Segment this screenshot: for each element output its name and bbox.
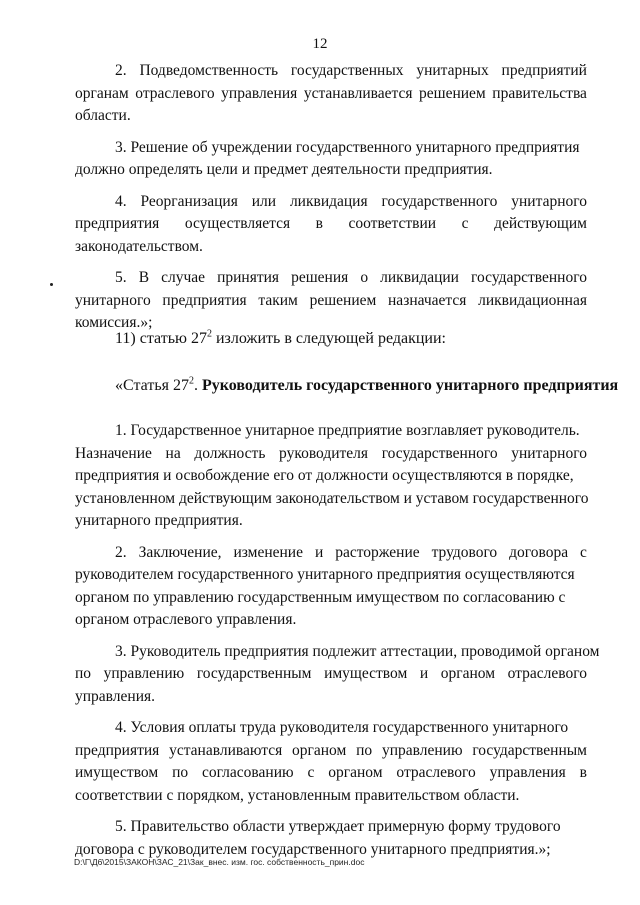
article-superscript: 2: [188, 375, 194, 387]
word: органам: [75, 84, 129, 102]
word: расторжение: [335, 543, 420, 561]
paragraph-3-line-2: должно определять цели и предмет деятельности предприятия.: [75, 161, 493, 178]
item-11-suffix: изложить в следующей редакции:: [211, 330, 446, 347]
text-block-article: [75, 420, 600, 861]
word: принятия: [217, 269, 280, 286]
article-paragraph-3-line-3: управления.: [75, 687, 155, 705]
paragraph-5: [75, 267, 587, 335]
word: или: [251, 192, 277, 210]
paragraph-5-line-3: комиссия.»;: [75, 314, 153, 331]
article-paragraph-2-line-1: [75, 542, 587, 565]
word: решением: [419, 84, 486, 102]
word: должность: [194, 444, 266, 462]
paragraph-4-line-1: [75, 191, 587, 214]
word: государственного: [381, 444, 498, 462]
word: государственных: [290, 62, 404, 79]
word: по: [75, 665, 92, 682]
word: 2.: [115, 543, 127, 561]
word: и: [419, 665, 429, 682]
word: на: [165, 444, 181, 462]
article-paragraph-2-line-4: органом отраслевого управления.: [75, 611, 297, 628]
article-paragraph-4-line-3: [75, 762, 587, 785]
word: отраслевого: [507, 665, 587, 682]
article-paragraph-1-line-1: 1. Государственное унитарное предприятие возглавляет руководитель.: [115, 422, 580, 439]
word: соответствии: [348, 215, 437, 232]
word: государственного: [381, 192, 498, 210]
word: ликвидационная: [478, 291, 587, 309]
word: управлению: [103, 665, 185, 682]
word: управлению: [381, 741, 463, 759]
word: таким: [258, 291, 298, 309]
word: государственного: [471, 269, 587, 286]
word: и: [314, 543, 324, 561]
word: в: [579, 764, 587, 781]
article-dot: .: [193, 377, 202, 394]
item-11: [75, 328, 587, 351]
word: унитарного: [511, 444, 587, 462]
text-block-top: [75, 60, 587, 335]
word: отраслевого: [396, 764, 476, 781]
word: Подведомственность: [139, 62, 279, 79]
word: с: [461, 215, 469, 232]
margin-mark: [50, 283, 53, 286]
word: управления: [489, 764, 566, 781]
paragraph-4-line-2: [75, 213, 587, 236]
paragraph-3-line-1: 3. Решение об учреждении государственного унитарного предприятия: [115, 138, 580, 156]
article-paragraph-1-line-4: установленном действующим законодательством и уставом государственного: [75, 489, 589, 507]
article-paragraph-1-line-3: предприятия и освобождение его от должности осуществляются в порядке,: [75, 467, 574, 484]
word: устанавливаются: [169, 741, 283, 759]
word: с: [580, 543, 587, 561]
word: государственным: [472, 741, 587, 759]
word: решения: [291, 269, 349, 286]
word: устанавливается: [303, 84, 413, 102]
word: согласованию: [201, 764, 294, 781]
paragraph-5-line-2: [75, 290, 587, 313]
paragraph-2-line-3: области.: [75, 107, 131, 124]
word: органом: [440, 665, 496, 682]
article-paragraph-5-line-1: 5. Правительство области утверждает примерную форму трудового: [115, 818, 561, 835]
word: предприятия: [162, 291, 247, 309]
word: о: [360, 269, 369, 286]
word: по: [172, 764, 189, 781]
page-number: 12: [312, 36, 328, 52]
word: случае: [161, 269, 206, 286]
word: имуществом: [324, 665, 408, 682]
word: унитарных: [416, 62, 489, 79]
article-paragraph-3-line-1: 3. Руководитель предприятия подлежит аттестации, проводимой органом: [115, 642, 600, 660]
word: отраслевого: [135, 84, 215, 102]
article-paragraph-4-line-1: 4. Условия оплаты труда руководителя государственного унитарного: [115, 719, 569, 736]
article-number: «Статья 27: [115, 377, 189, 394]
article-paragraph-3: [75, 641, 600, 709]
paragraph-2: [75, 60, 587, 128]
article-heading: [75, 375, 619, 398]
word: предприятия: [75, 741, 160, 759]
word: государственным: [196, 665, 312, 682]
article-paragraph-5-line-2: договора с руководителем государственного унитарного предприятия.»;: [75, 840, 551, 858]
article-paragraph-1-line-5: унитарного предприятия.: [75, 512, 243, 529]
article-paragraph-3-line-2: [75, 663, 587, 686]
word: 4.: [115, 192, 127, 210]
word: 2.: [115, 62, 127, 79]
article-paragraph-4: [75, 717, 587, 807]
word: правительства: [492, 84, 587, 102]
word: органом: [328, 764, 383, 781]
word: руководителя: [279, 444, 369, 462]
word: имуществом: [75, 764, 159, 781]
word: ликвидация: [289, 192, 368, 210]
word: ликвидации: [380, 269, 459, 286]
word: решением: [309, 291, 377, 309]
article-paragraph-4-line-2: [75, 740, 587, 763]
word: назначается: [388, 291, 467, 309]
word: Реорганизация: [140, 192, 238, 210]
word: предприятия: [75, 215, 160, 232]
word: унитарного: [511, 192, 587, 210]
word: осуществляется: [184, 215, 291, 232]
word: с: [307, 764, 315, 781]
word: В: [138, 269, 150, 286]
article-paragraph-4-line-4: соответствии с порядком, установленным правительством области.: [75, 786, 520, 804]
word: органом: [292, 741, 347, 759]
paragraph-5-line-1: [75, 267, 587, 290]
paragraph-3: [75, 137, 587, 182]
word: Заключение,: [138, 543, 222, 561]
word: трудового: [431, 543, 498, 561]
word: предприятий: [501, 62, 587, 79]
article-paragraph-1-line-2: [75, 443, 587, 466]
paragraph-2-line-2: [75, 83, 587, 106]
article-paragraph-2-line-2: руководителем государственного унитарного предприятия осуществляются: [75, 566, 575, 583]
word: действующим: [494, 215, 587, 232]
word: Назначение: [75, 444, 152, 462]
paragraph-2-line-1: [75, 60, 587, 83]
item-11-prefix: 11) статью 27: [115, 330, 207, 347]
article-title: Руководитель государственного унитарного предприятия: [201, 377, 619, 394]
paragraph-4-line-3: законодательством.: [75, 237, 203, 255]
paragraph-4: [75, 191, 587, 259]
word: договора: [509, 543, 569, 561]
word: изменение: [233, 543, 303, 561]
word: 5.: [115, 269, 127, 286]
item-11-superscript: 2: [206, 328, 212, 340]
article-paragraph-2: [75, 542, 587, 632]
article-paragraph-2-line-3: органом по управлению государственным имуществом по согласованию с: [75, 588, 566, 606]
footer-file-path: D:\Г\Д6\2015\ЗАКОН\ЗАС_21\Зак_внес. изм. гос. собственность_прин.doc: [74, 857, 365, 867]
article-paragraph-1: [75, 420, 587, 533]
word: в: [315, 215, 323, 232]
word: по: [356, 741, 373, 759]
word: унитарного: [75, 291, 151, 309]
word: управления: [221, 84, 298, 102]
article-paragraph-5: [75, 816, 587, 861]
